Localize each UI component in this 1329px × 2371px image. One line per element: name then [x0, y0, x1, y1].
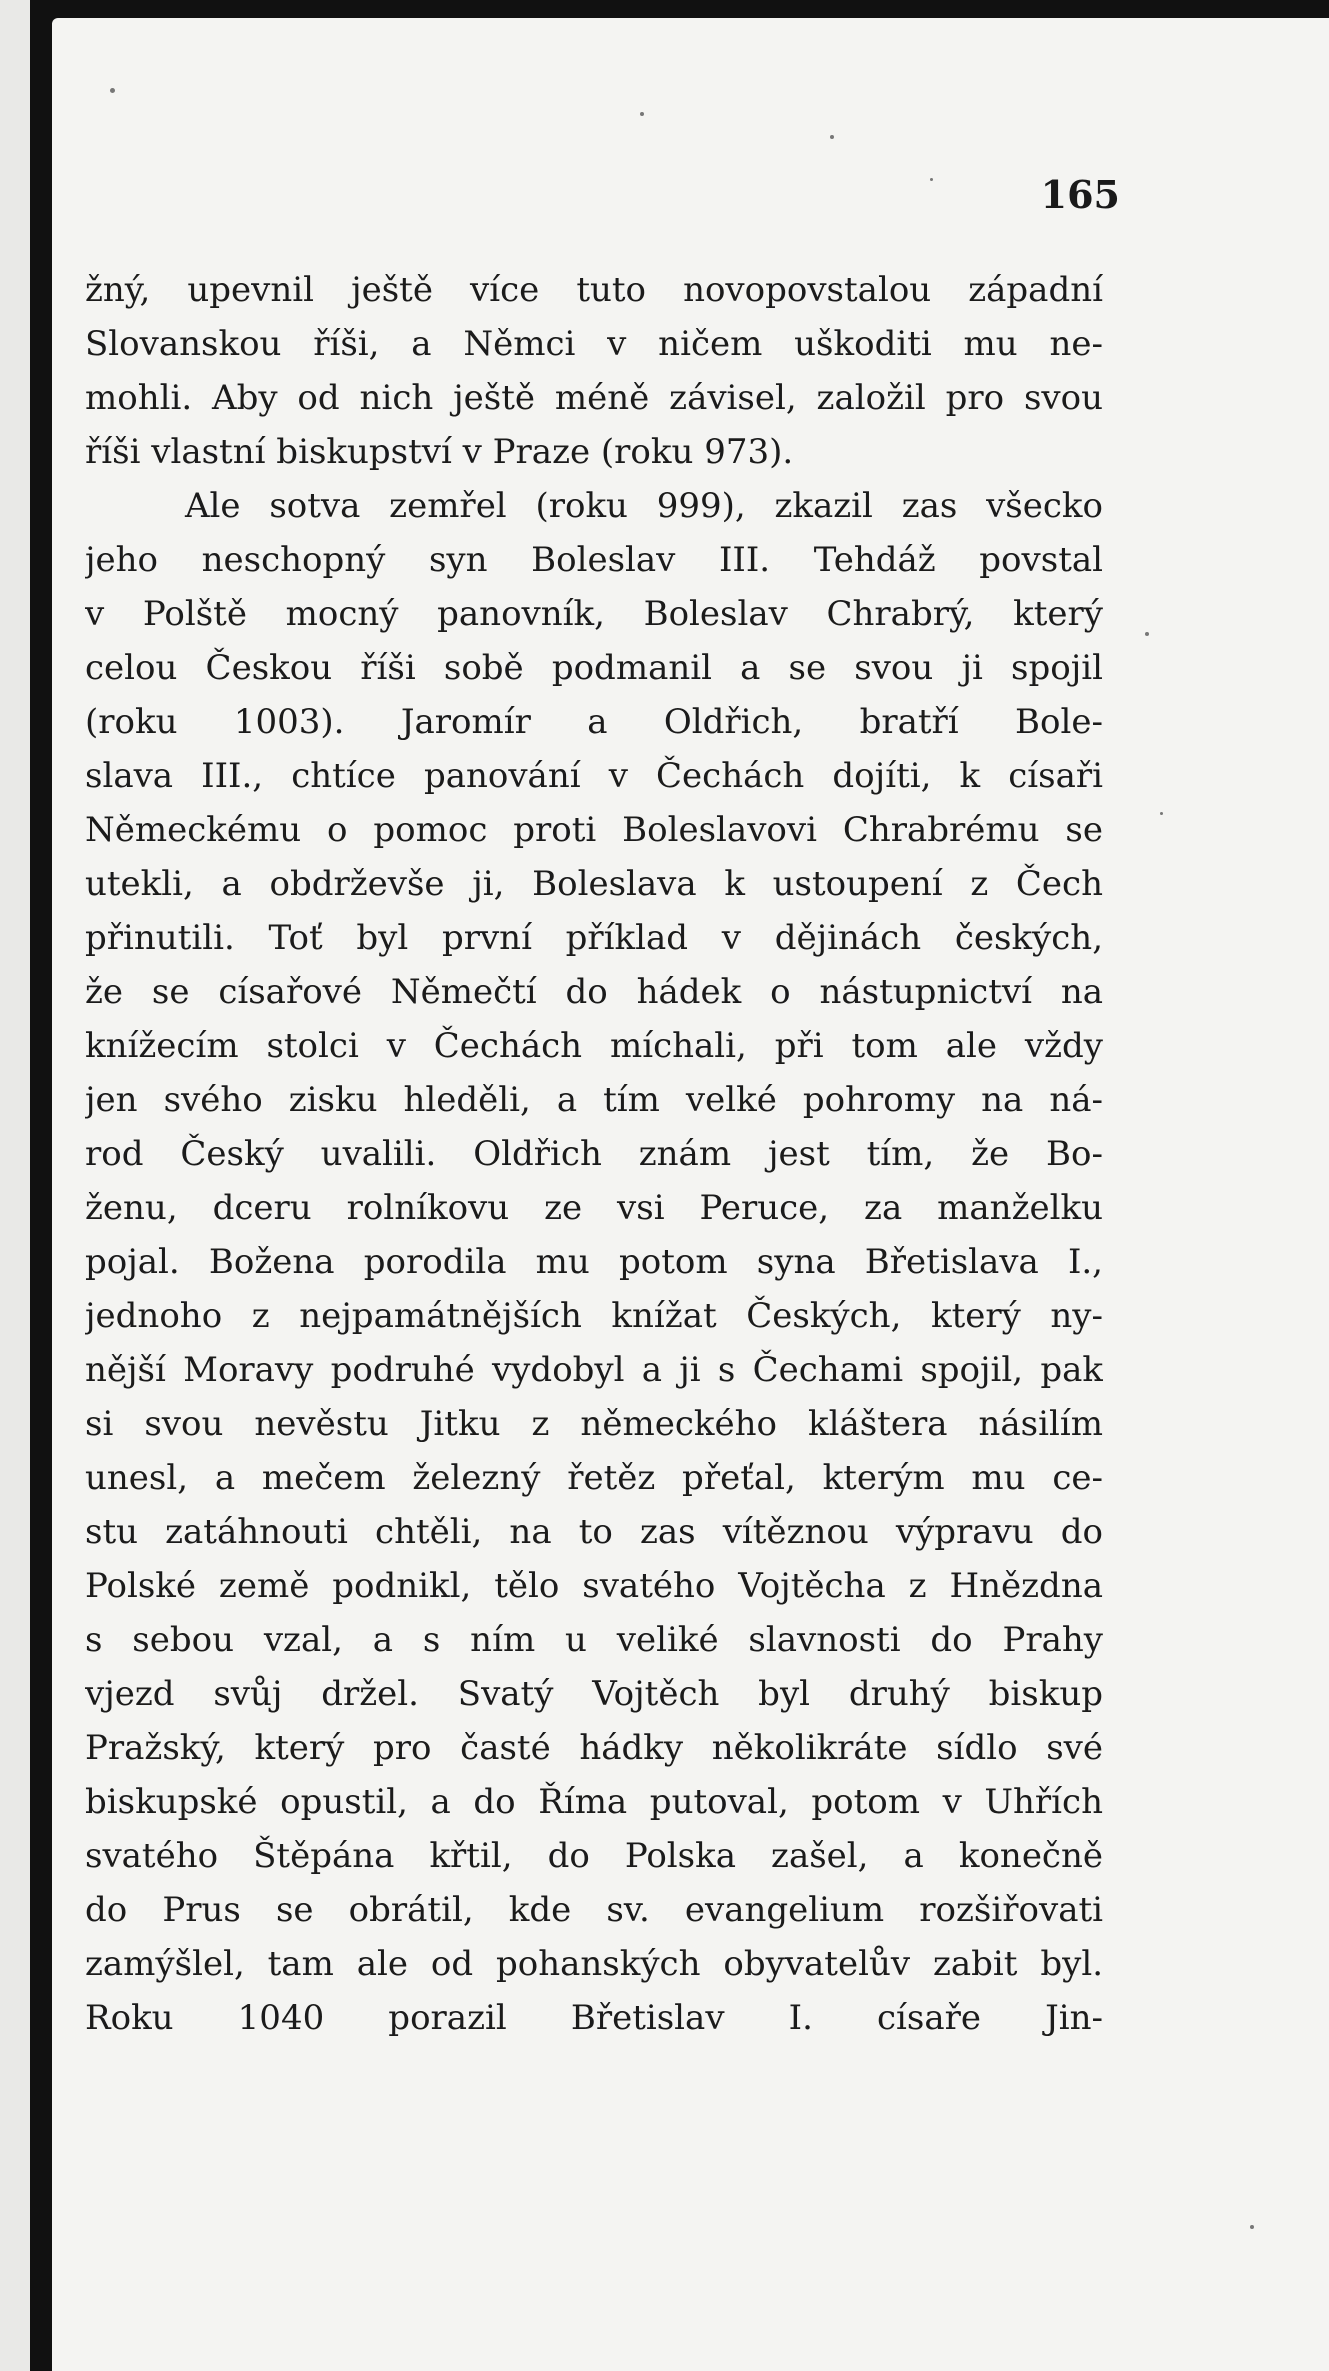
text-line: utekli, a obdrževše ji, Boleslava k ustoupení z Čech [85, 864, 1103, 904]
text-line: Pražský, který pro časté hádky několikráte sídlo své [85, 1728, 1103, 1768]
text-line: (roku 1003). Jaromír a Oldřich, bratří Bole- [85, 702, 1103, 742]
text-line: rod Český uvalili. Oldřich znám jest tím, že Bo- [85, 1134, 1103, 1174]
paper-speck [640, 112, 644, 116]
text-line: říši vlastní biskupství v Praze (roku 973). [85, 432, 794, 472]
text-line: unesl, a mečem železný řetěz přeťal, kterým mu ce- [85, 1458, 1103, 1498]
text-line: pojal. Božena porodila mu potom syna Břetislava I., [85, 1242, 1103, 1282]
text-line: Ale sotva zemřel (roku 999), zkazil zas všecko [185, 486, 1103, 526]
paper-speck [930, 178, 933, 181]
text-line: svatého Štěpána křtil, do Polska zašel, a konečně [85, 1836, 1103, 1876]
text-line: Polské země podnikl, tělo svatého Vojtěcha z Hnězdna [85, 1566, 1103, 1606]
text-line: mohli. Aby od nich ještě méně závisel, založil pro svou [85, 378, 1103, 418]
page-number: 165 [1040, 172, 1120, 217]
text-line: jeho neschopný syn Boleslav III. Tehdáž povstal [85, 540, 1103, 580]
body-text [85, 263, 1103, 2045]
text-line: biskupské opustil, a do Říma putoval, potom v Uhřích [85, 1782, 1103, 1822]
text-line: v Polště mocný panovník, Boleslav Chrabrý, který [85, 594, 1103, 634]
text-line: Roku 1040 porazil Břetislav I. císaře Jin- [85, 1998, 1103, 2038]
text-line: ženu, dceru rolníkovu ze vsi Peruce, za manželku [85, 1188, 1103, 1228]
text-line: Slovanskou říši, a Němci v ničem uškoditi mu ne- [85, 324, 1103, 364]
previous-page-edge [0, 0, 30, 2371]
paper-speck [830, 135, 834, 139]
text-line: jen svého zisku hleděli, a tím velké pohromy na ná- [85, 1080, 1103, 1120]
text-line: jednoho z nejpamátnějších knížat Českých, který ny- [85, 1296, 1103, 1336]
text-line: s sebou vzal, a s ním u veliké slavnosti do Prahy [85, 1620, 1103, 1660]
paper-speck [110, 88, 115, 93]
paper-speck [1250, 2225, 1254, 2229]
text-line: slava III., chtíce panování v Čechách dojíti, k císaři [85, 756, 1103, 796]
text-line: vjezd svůj držel. Svatý Vojtěch byl druhý biskup [85, 1674, 1103, 1714]
text-line: že se císařové Němečtí do hádek o nástupnictví na [85, 972, 1103, 1012]
text-line: do Prus se obrátil, kde sv. evangelium rozšiřovati [85, 1890, 1103, 1930]
text-line: Německému o pomoc proti Boleslavovi Chrabrému se [85, 810, 1103, 850]
paper-speck [1145, 632, 1149, 636]
text-line: si svou nevěstu Jitku z německého kláštera násilím [85, 1404, 1103, 1444]
paper-speck [1160, 812, 1163, 815]
text-line: přinutili. Toť byl první příklad v dějinách českých, [85, 918, 1103, 958]
text-line: stu zatáhnouti chtěli, na to zas vítěznou výpravu do [85, 1512, 1103, 1552]
text-line: knížecím stolci v Čechách míchali, při tom ale vždy [85, 1026, 1103, 1066]
text-line: nější Moravy podruhé vydobyl a ji s Čechami spojil, pak [85, 1350, 1103, 1390]
text-line: celou Českou říši sobě podmanil a se svou ji spojil [85, 648, 1103, 688]
text-line: žný, upevnil ještě více tuto novopovstalou západní [85, 270, 1103, 310]
text-line: zamýšlel, tam ale od pohanských obyvatelův zabit byl. [85, 1944, 1103, 1984]
